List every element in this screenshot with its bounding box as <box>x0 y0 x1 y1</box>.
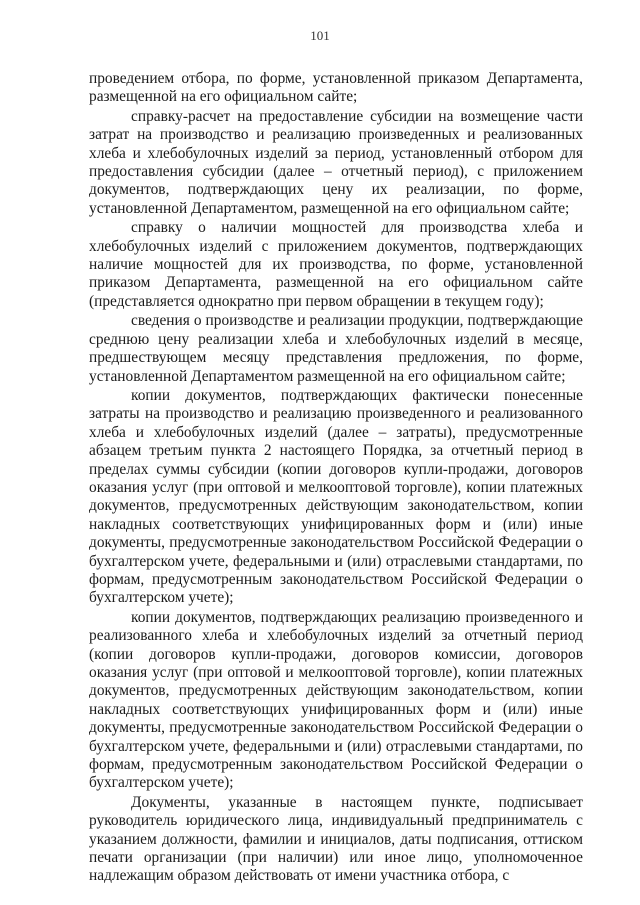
document-body <box>89 70 583 886</box>
paragraph-production-info: сведения о производстве и реализации продукции, подтверждающие среднюю цену реализации хлеба и хлебобулочных изделий в месяце, предшествующем месяцу представления предложения, по форме, установленной Департаментом размещенной на его официальном сайте; <box>89 312 583 385</box>
paragraph-calculation-certificate: справку-расчет на предоставление субсидии на возмещение части затрат на производство и реализацию произведенных и реализованных хлеба и хлебобулочных изделий за период, установленный отбором для предоставления субсидии (далее – отчетный период), с приложением документов, подтверждающих цену их реализации, по форме, установленной Департаментом, размещенной на его официальном сайте; <box>89 107 583 217</box>
page-number: 101 <box>310 28 330 43</box>
paragraph-signing: Документы, указанные в настоящем пункте, подписывает руководитель юридического лица, индивидуальный предприниматель с указанием должности, фамилии и инициалов, даты подписания, оттиском печати организации (при наличии) или иное лицо, уполномоченное надлежащим образом действовать от имени участника отбора, с <box>89 793 583 885</box>
paragraph-capacity-certificate: справку о наличии мощностей для производства хлеба и хлебобулочных изделий с приложением документов, подтверждающих наличие мощностей для их производства, по форме, установленной приказом Департамента, размещенной на его официальном сайте (представляется однократно при первом обращении в текущем году); <box>89 219 583 310</box>
paragraph-continuation: проведением отбора, по форме, установленной приказом Департамента, размещенной на его официальном сайте; <box>89 70 583 106</box>
paragraph-sales-documents: копии документов, подтверждающих реализацию произведенного и реализованного хлеба и хлебобулочных изделий за отчетный период (копии договоров купли-продажи, договоров комиссии, договоров оказания услуг (при оптовой и мелкооптовой торговле), копии платежных документов, предусмотренных действующим законодательством, копии накладных соответствующих унифицированных форм и (или) иные документы, предусмотренные законодательством Российской Федерации о бухгалтерском учете, федеральными и (или) отраслевыми стандартами, по формам, предусмотренным законодательством Российской Федерации о бухгалтерском учете); <box>89 608 583 792</box>
paragraph-cost-documents: копии документов, подтверждающих фактически понесенные затраты на производство и реализацию произведенного и реализованного хлеба и хлебобулочных изделий (далее – затраты), предусмотренные абзацем третьим пункта 2 настоящего Порядка, за отчетный период в пределах суммы субсидии (копии договоров купли-продажи, договоров оказания услуг (при оптовой и мелкооптовой торговле), копии платежных документов, предусмотренных действующим законодательством, копии накладных соответствующих унифицированных форм и (или) иные документы, предусмотренные законодательством Российской Федерации о бухгалтерском учете, федеральными и (или) отраслевыми стандартами, по формам, предусмотренным законодательством Российской Федерации о бухгалтерском учете); <box>89 386 583 607</box>
